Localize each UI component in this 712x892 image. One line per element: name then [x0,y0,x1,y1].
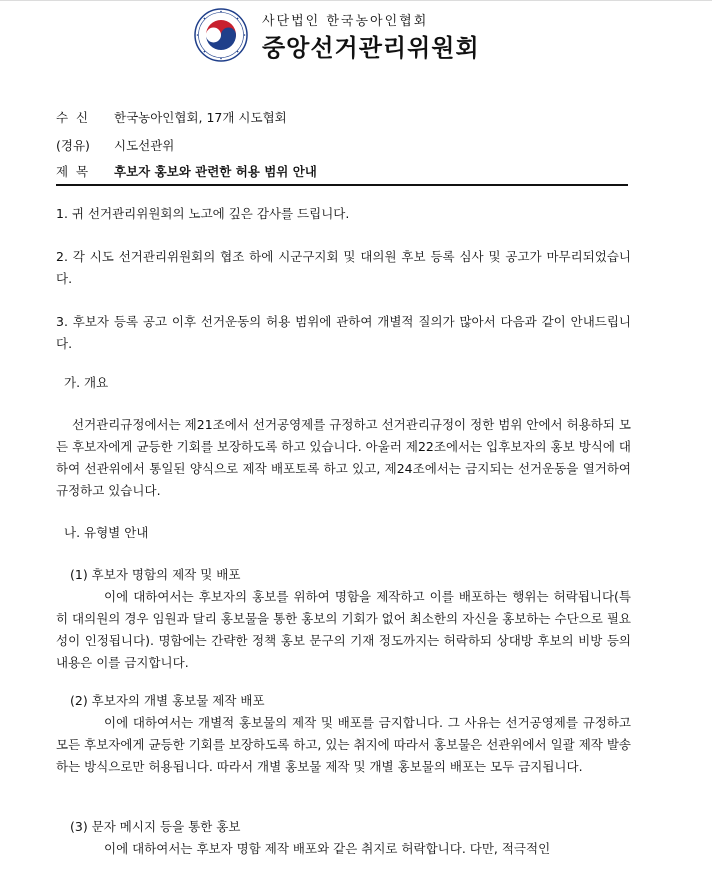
item-1-body: 이에 대하여서는 후보자의 홍보를 위하여 명함을 제작하고 이를 배포하는 행위는 허락됩니다(특히 대의원의 경우 임원과 달리 홍보물을 통한 홍보의 기회가 없어 최소한의 자신을 홍보하는 수단으로 필요성이 인정됩니다). 명함에는 간략한 정책 홍보 문구의 기재 정도까지는 허락하되 상대방 후보의 비방 등의 내용은 이를 금지합니다. [56,589,631,670]
organization-title: 중앙선거관리위원회 [262,34,480,62]
paragraph-2: 2. 각 시도 선거관리위원회의 협조 하에 시군구지회 및 대의원 후보 등록 심사 및 공고가 마무리되었습니다. [56,249,631,286]
subject-underline [56,184,628,186]
paragraph-1: 1. 귀 선거관리위원회의 노고에 깊은 감사를 드립니다. [56,206,350,221]
item-3-body: 이에 대하여서는 후보자 명함 제작 배포와 같은 취지로 허락합니다. 다만, 적극적인 [104,841,551,856]
item-1-title: (1) 후보자 명함의 제작 및 배포 [70,567,241,582]
item-2-title: (2) 후보자의 개별 홍보물 제작 배포 [70,693,265,708]
via-label: (경유) [56,138,90,153]
recipient-value: 한국농아인협회, 17개 시도협회 [114,110,287,125]
subject-label: 제 목 [56,164,89,179]
via-value: 시도선관위 [114,138,175,153]
section-a-body: 선거관리규정에서는 제21조에서 선거공영제를 규정하고 선거관리규정이 정한 범위 안에서 허용하되 모든 후보자에게 균등한 기회를 보장하도록 하고 있습니다. 아울러 제22조에서는 입후보자의 홍보 방식에 대하여 선관위에서 통일된 양식으로 제작 배포토록 하고 있고, 제24조에서는 금지되는 선거운동을 열거하여 규정하고 있습니다. [56,417,631,498]
seal-emblem-icon [194,8,248,62]
organization-subtitle: 사단법인 한국농아인협회 [262,14,429,29]
item-2-body: 이에 대하여서는 개별적 홍보물의 제작 및 배포를 금지합니다. 그 사유는 선거공영제를 규정하고 모든 후보자에게 균등한 기회를 보장하도록 하고, 있는 취지에 따라서 홍보물은 선관위에서 일괄 제작 발송하는 방식으로만 허용됩니다. 따라서 개별 홍보물 제작 및 개별 홍보물의 배포는 모두 금지됩니다. [56,715,631,774]
subject-value: 후보자 홍보와 관련한 허용 범위 안내 [114,164,317,179]
subject-row [56,162,317,180]
paragraph-3: 3. 후보자 등록 공고 이후 선거운동의 허용 범위에 관하여 개별적 질의가 많아서 다음과 같이 안내드립니다. [56,314,631,351]
recipient-label: 수 신 [56,110,89,125]
letterhead [0,0,712,70]
section-a-heading: 가. 개요 [64,375,109,390]
item-3-title: (3) 문자 메시지 등을 통한 홍보 [70,819,241,834]
recipient-row [56,108,287,126]
via-row [56,136,174,154]
section-b-heading: 나. 유형별 안내 [64,525,149,540]
